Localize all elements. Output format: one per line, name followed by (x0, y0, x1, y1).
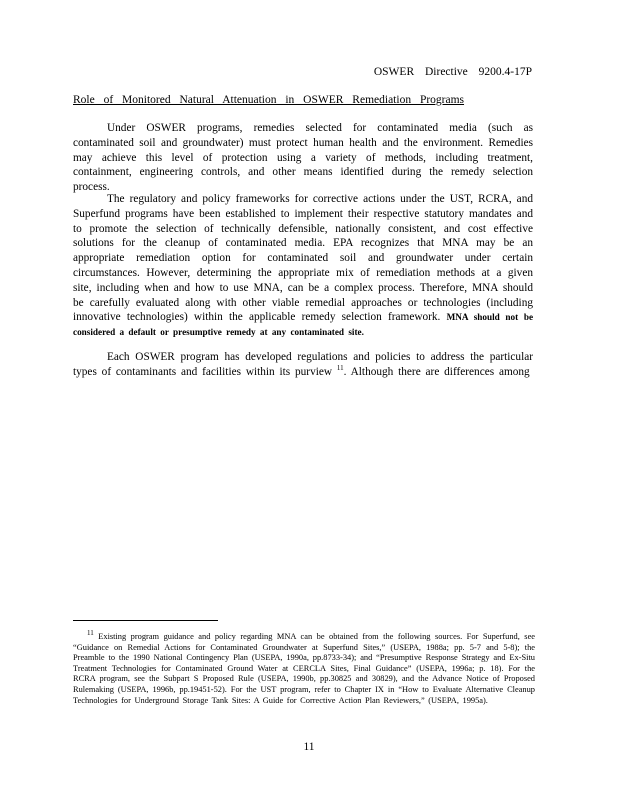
footnote (73, 629, 536, 706)
footnote-reference[interactable]: 11 (336, 364, 344, 373)
footnote-number: 11 (87, 629, 94, 638)
paragraph-3-continuation: . Although there are differences among (343, 365, 530, 378)
paragraph-1 (73, 121, 533, 195)
footnote-separator (73, 620, 218, 621)
paragraph-2 (73, 192, 533, 340)
page-number: 11 (303, 741, 315, 753)
paragraph-1-text: Under OSWER programs, remedies selected for contaminated media (such as contaminated soil and groundwater) must protect human health and the environment. Remedies may achieve this level of protection using a variety of methods, including treatment, containment, engineering controls, and other means identified during the remedy selection process. (73, 122, 533, 194)
paragraph-2-text: The regulatory and policy frameworks for corrective actions under the UST, RCRA, and Superfund programs have been established to implement their respective statutory mandates and to promote the selection of technically defensible, nationally consistent, and cost effective solutions for the cleanup of contaminated media. EPA recognizes that MNA may be an appropriate remediation option for contaminated soil and groundwater under certain circumstances. However, determining the appropriate mix of remediation methods at a given site, including when and how to use MNA, can be a complex process. Therefore, MNA should be carefully evaluated along with other viable remedial approaches or technologies (including innovative technologies) within the applicable remedy selection framework. (73, 193, 533, 324)
paragraph-3 (73, 350, 533, 380)
footnote-text: Existing program guidance and policy regarding MNA can be obtained from the following sources. For Superfund, see “Guidance on Remedial Actions for Contaminated Groundwater at Superfund Sites,” (USEPA, 1988a; pp. 5-7 and 5-8); the Preamble to the 1990 National Contingency Plan (USEPA, 1990a, pp.8733-34); and “Presumptive Response Strategy and Ex-Situ Treatment Technologies for Contaminated Ground Water at CERCLA Sites, Final Guidance” (USEPA, 1996a; p. 18). For the RCRA program, see the Subpart S Proposed Rule (USEPA, 1990b, pp.30825 and 30829), and the Advance Notice of Proposed Rulemaking (USEPA, 1996b, pp.19451-52). For the UST program, refer to Chapter IX in “How to Evaluate Alternative Cleanup Technologies for Underground Storage Tank Sites: A Guide for Corrective Action Plan Reviewers,” (USEPA, 1995a). (73, 632, 536, 705)
paragraph-2-bold-statement: MNA should not be considered a default or presumptive remedy at any contaminated site. (73, 312, 534, 338)
section-title: Role of Monitored Natural Attenuation in OSWER Remediation Programs (73, 94, 465, 106)
directive-header: OSWER Directive 9200.4-17P (373, 66, 532, 78)
paragraph-3-text: Each OSWER program has developed regulations and policies to address the particular types of contaminants and facilities within its purview (73, 351, 533, 378)
